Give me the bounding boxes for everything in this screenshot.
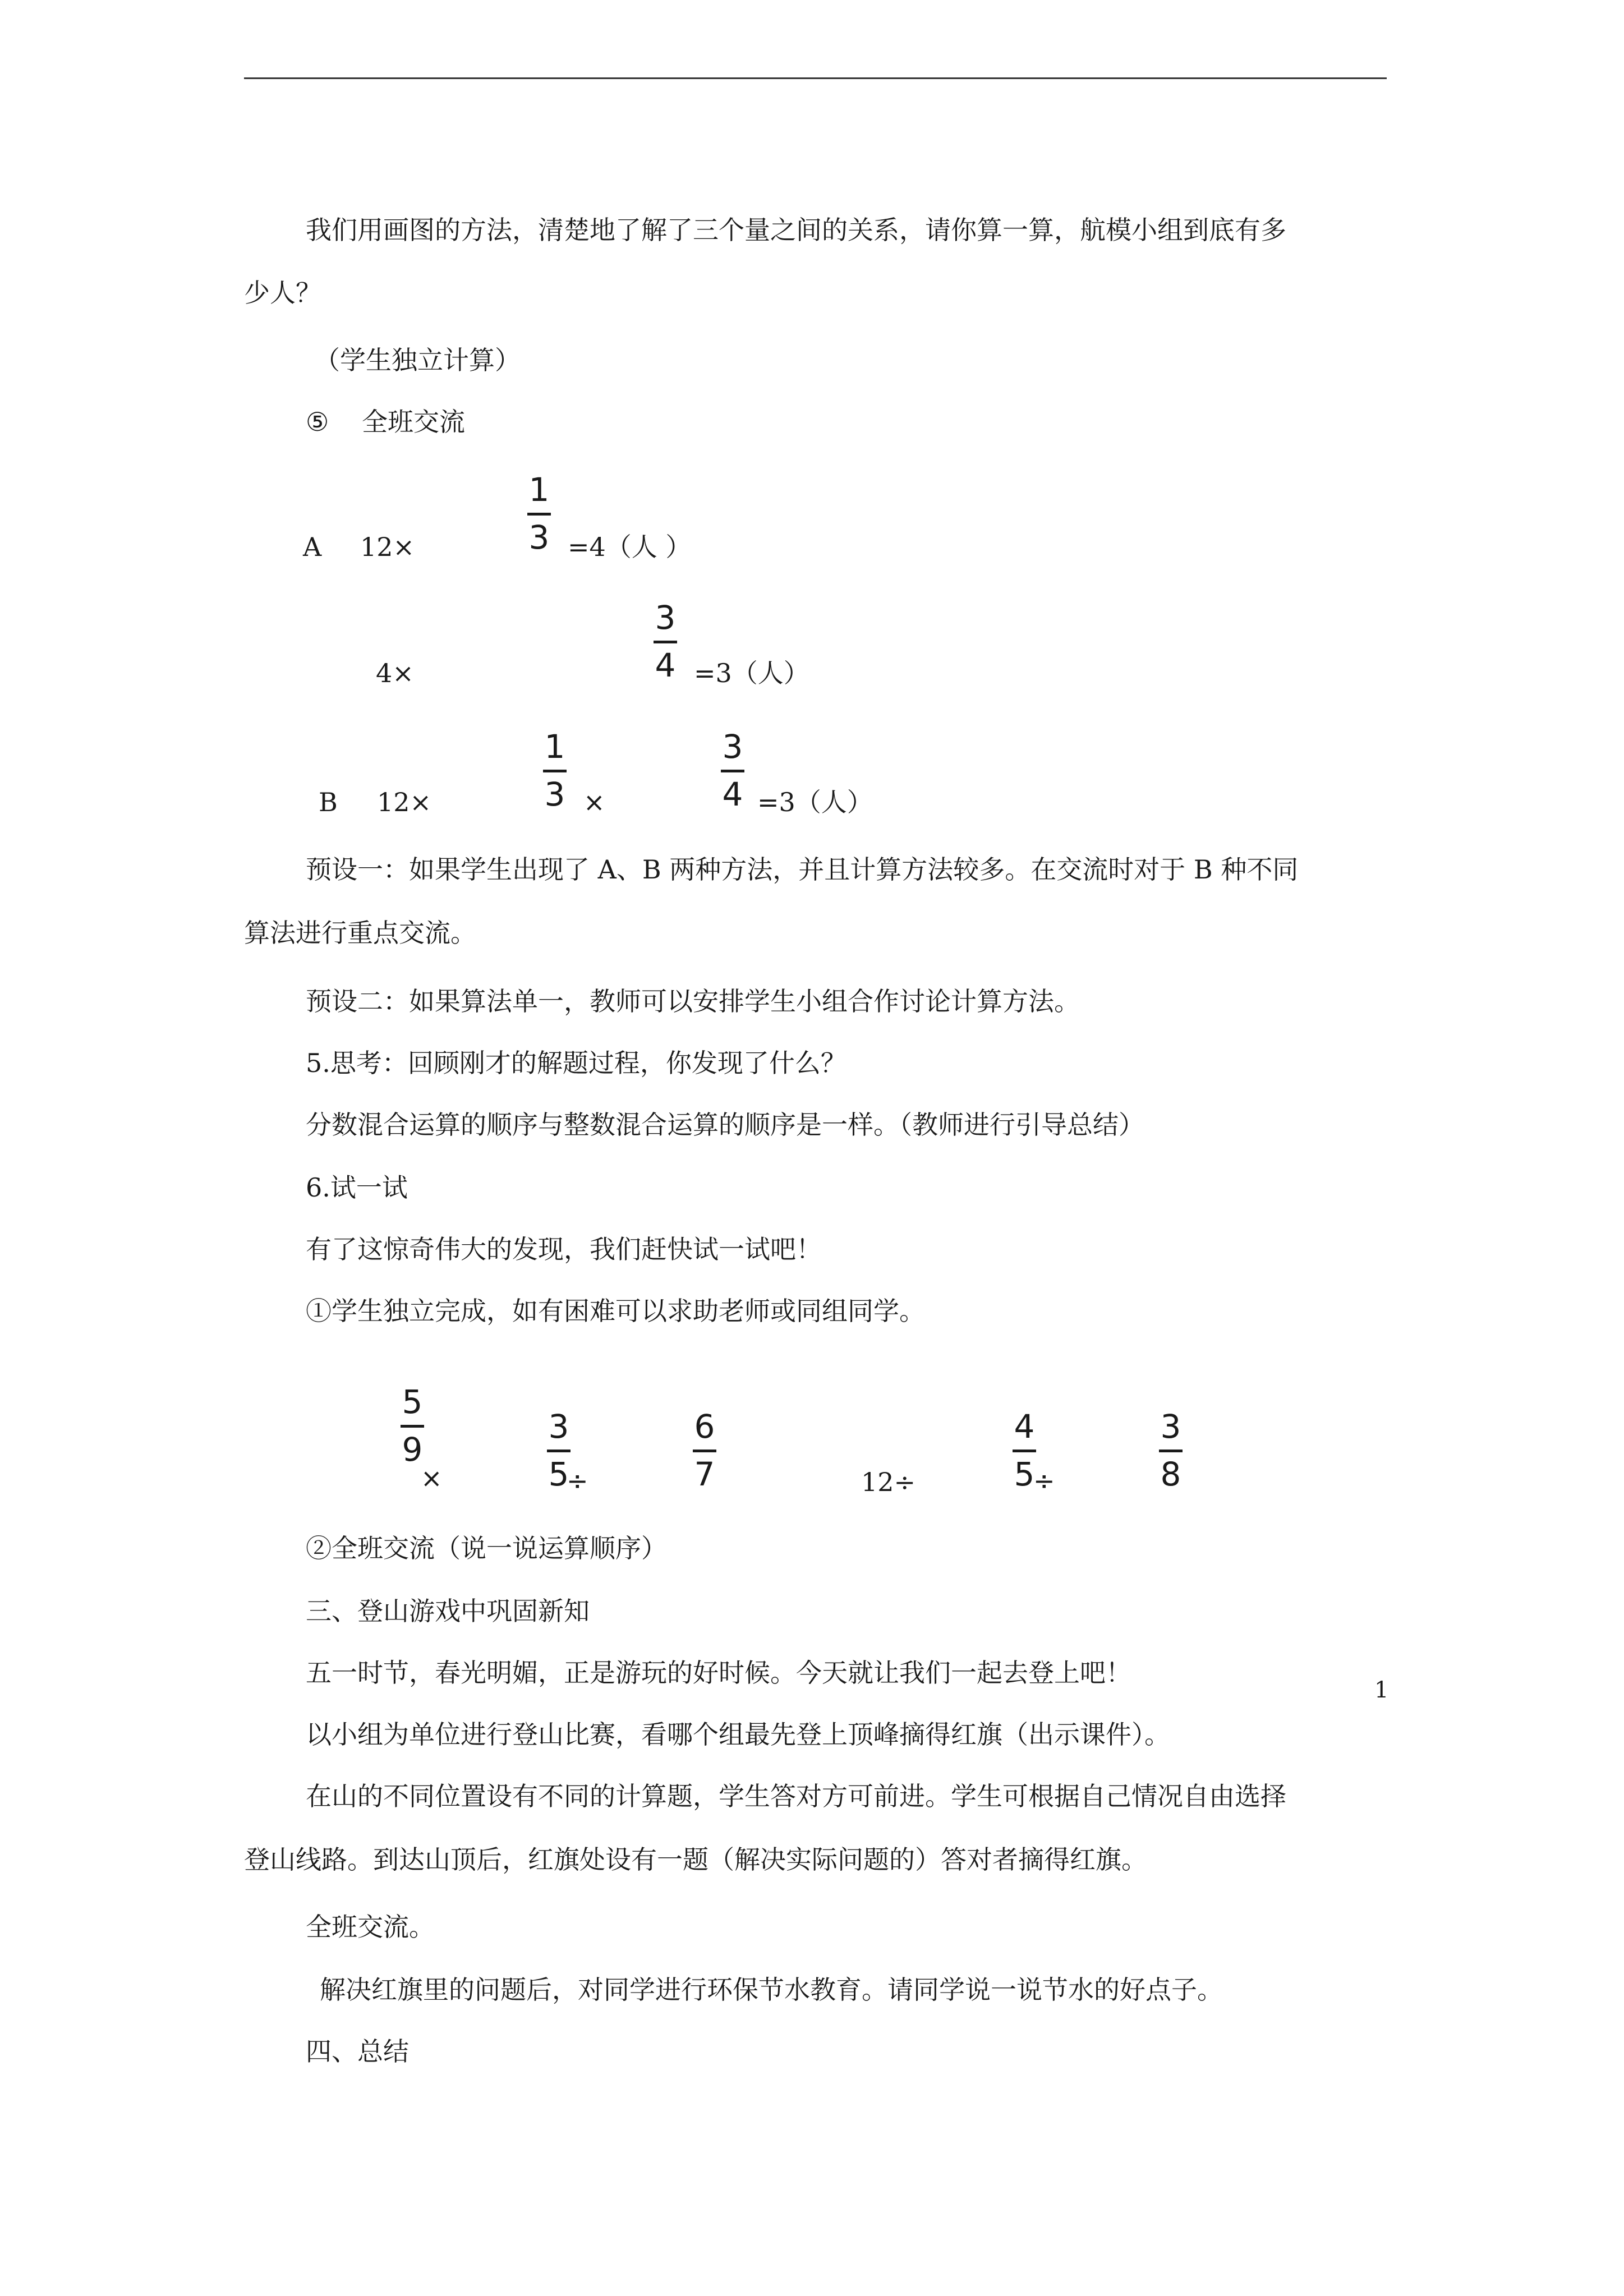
paragraph: 分数混合运算的顺序与整数混合运算的顺序是一样。（教师进行引导总结） (306, 1110, 1144, 1140)
method-b-expression: 12× (377, 787, 432, 817)
fraction (527, 471, 551, 556)
fraction-numerator: 1 (528, 471, 550, 509)
fraction-numerator: 4 (1014, 1407, 1035, 1446)
fraction-numerator: 3 (655, 599, 676, 637)
paragraph: 有了这惊奇伟大的发现，我们赶快试一试吧！ (306, 1234, 822, 1264)
fraction (693, 1408, 716, 1493)
fraction-denominator: 5 (1014, 1455, 1035, 1493)
operator: ÷ (1033, 1466, 1055, 1496)
page-number: 1 (1374, 1677, 1389, 1703)
fraction-denominator: 3 (528, 518, 550, 556)
fraction-denominator: 4 (655, 646, 676, 684)
fraction (721, 728, 744, 813)
fraction-bar (547, 1450, 571, 1452)
method-b-result: =3（人） (757, 787, 873, 817)
paragraph: （学生独立计算） (314, 345, 521, 375)
section-title: 四、总结 (306, 2036, 409, 2067)
paragraph: 全班交流。 (306, 1912, 435, 1942)
header-rule (244, 77, 1387, 79)
fraction (401, 1383, 424, 1468)
fraction-numerator: 6 (694, 1407, 715, 1446)
method-b-label: B (319, 787, 338, 817)
fraction (654, 599, 677, 684)
fraction-bar (527, 513, 551, 516)
fraction-denominator: 4 (722, 775, 743, 813)
fraction-bar (654, 641, 677, 643)
method-a-result: =3（人） (694, 658, 809, 688)
section-title: 三、登山游戏中巩固新知 (306, 1596, 590, 1626)
fraction (543, 728, 567, 813)
paragraph: 五一时节，春光明媚，正是游玩的好时候。今天就让我们一起去登上吧！ (306, 1658, 1131, 1688)
fraction-denominator: 8 (1160, 1455, 1181, 1493)
method-a-expression: 12× (360, 532, 415, 562)
fraction-bar (721, 770, 744, 772)
fraction-denominator: 3 (544, 775, 565, 813)
fraction-numerator: 3 (722, 728, 743, 766)
fraction-bar (401, 1425, 424, 1428)
paragraph: ①学生独立完成，如有困难可以求助老师或同组同学。 (306, 1296, 925, 1326)
fraction-denominator: 5 (548, 1455, 569, 1493)
fraction-bar (543, 770, 567, 772)
fraction (1013, 1408, 1036, 1493)
paragraph: 全班交流 (362, 407, 465, 437)
paragraph-line: 少人？ (244, 278, 321, 308)
method-a-expression: 4× (376, 658, 414, 688)
fraction-numerator: 3 (1160, 1407, 1181, 1446)
fraction-denominator: 9 (402, 1430, 423, 1469)
paragraph: ②全班交流（说一说运算顺序） (306, 1533, 667, 1563)
fraction-bar (1159, 1450, 1183, 1452)
exercise-expression: 12÷ (861, 1467, 916, 1497)
operator: × (583, 787, 605, 817)
fraction-bar (1013, 1450, 1036, 1452)
method-a-label: A (303, 532, 322, 562)
paragraph: 解决红旗里的问题后，对同学进行环保节水教育。请同学说一说节水的好点子。 (320, 1975, 1223, 2005)
paragraph-line: 算法进行重点交流。 (244, 918, 476, 948)
fraction-numerator: 3 (548, 1407, 569, 1446)
paragraph-line: 在山的不同位置设有不同的计算题，学生答对方可前进。学生可根据自己情况自由选择 (306, 1781, 1286, 1811)
list-marker: ⑤ (306, 407, 329, 437)
subsection-title: 6.试一试 (306, 1172, 408, 1203)
fraction-bar (693, 1450, 716, 1452)
fraction-numerator: 1 (544, 728, 565, 766)
fraction-denominator: 7 (694, 1455, 715, 1493)
paragraph: 预设二：如果算法单一，教师可以安排学生小组合作讨论计算方法。 (306, 986, 1080, 1016)
paragraph-line: 预设一：如果学生出现了 A、B 两种方法，并且计算方法较多。在交流时对于 B 种不同 (306, 854, 1299, 885)
paragraph-line: 我们用画图的方法，清楚地了解了三个量之间的关系，请你算一算，航模小组到底有多 (306, 215, 1286, 245)
operator: × (421, 1463, 443, 1493)
method-a-result: =4（人 ） (568, 532, 692, 562)
operator: ÷ (567, 1466, 588, 1496)
fraction-numerator: 5 (402, 1383, 423, 1421)
paragraph: 以小组为单位进行登山比赛，看哪个组最先登上顶峰摘得红旗（出示课件）。 (306, 1719, 1170, 1750)
paragraph-line: 登山线路。到达山顶后，红旗处设有一题（解决实际问题的）答对者摘得红旗。 (244, 1844, 1147, 1875)
paragraph: 5.思考：回顾刚才的解题过程，你发现了什么？ (306, 1048, 846, 1078)
fraction (1159, 1408, 1183, 1493)
